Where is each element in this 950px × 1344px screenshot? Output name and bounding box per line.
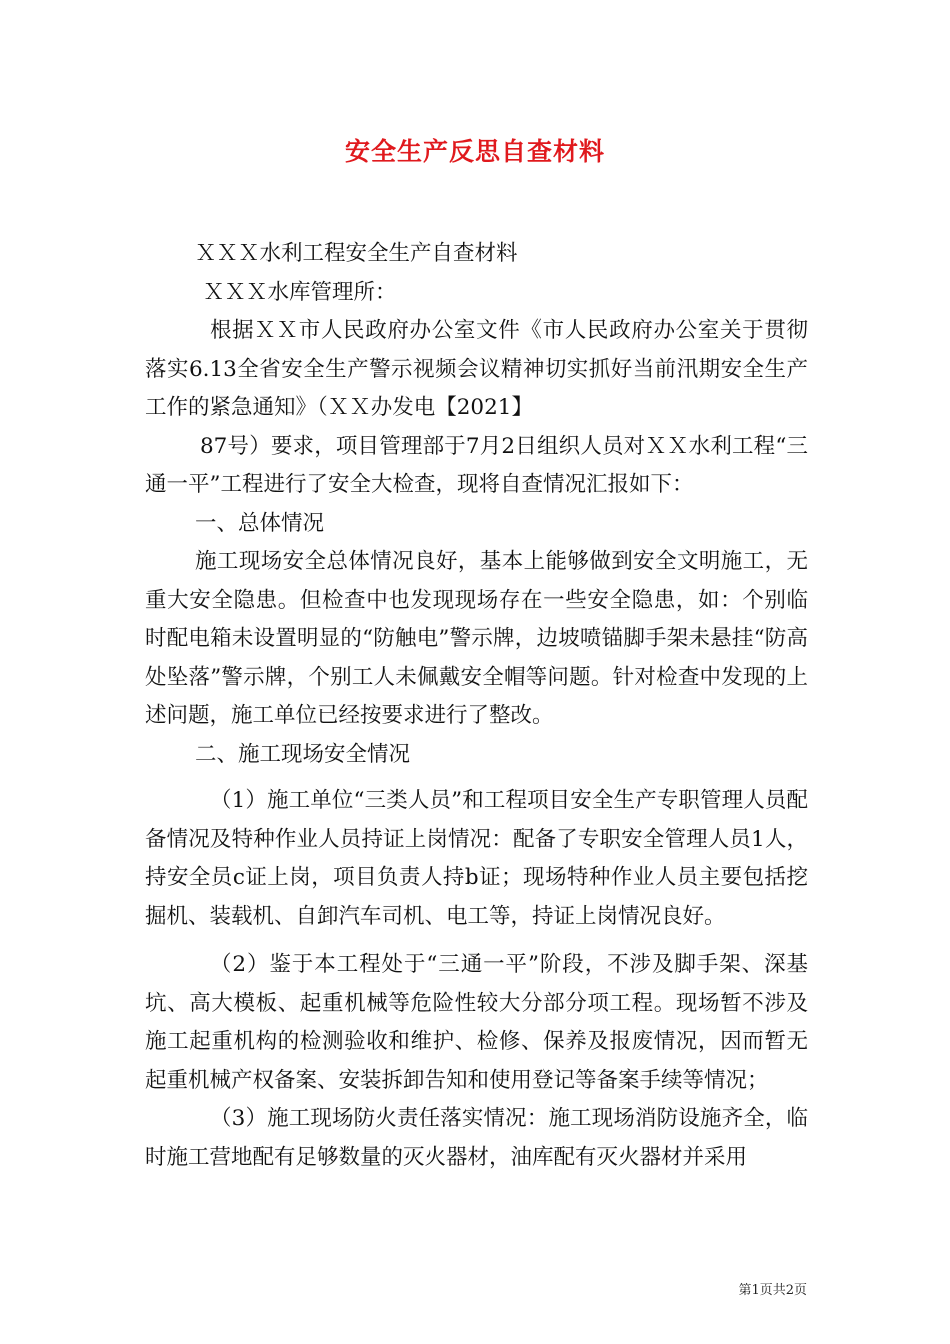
page-number: 第1页共2页	[738, 1283, 807, 1298]
paragraph-item-2: （2）鉴于本工程处于“三通一平”阶段，不涉及脚手架、深基坑、高大模板、起重机械等危险性较大分部分项工程。现场暂不涉及施工起重机构的检测验收和维护、检修、保养及报废情况，因而暂无起重机械产权备案、安装拆卸告知和使用登记等备案手续等情况；	[145, 952, 808, 1093]
paragraph-item-1: （1）施工单位“三类人员”和工程项目安全生产专职管理人员配备情况及特种作业人员持证上岗情况：配备了专职安全管理人员1人，持安全员c证上岗，项目负责人持b证；现场特种作业人员主要包括挖掘机、装载机、自卸汽车司机、电工等，持证上岗情况良好。	[145, 788, 808, 929]
section-heading-site-safety: 二、施工现场安全情况	[195, 741, 411, 767]
document-body	[145, 235, 808, 1177]
paragraph-basis: 根据ＸＸ市人民政府办公室文件《市人民政府办公室关于贯彻落实6.13全省安全生产警示视频会议精神切实抓好当前汛期安全生产工作的紧急通知》（ＸＸ办发电【2021】	[145, 318, 808, 420]
paragraph-overall: 施工现场安全总体情况良好，基本上能够做到安全文明施工，无重大安全隐患。但检查中也发现现场存在一些安全隐患，如：个别临时配电箱未设置明显的“防触电”警示牌，边坡喷锚脚手架未悬挂“防高处坠落”警示牌，个别工人未佩戴安全帽等问题。针对检查中发现的上述问题，施工单位已经按要求进行了整改。	[145, 549, 808, 728]
paragraph-item-3: （3）施工现场防火责任落实情况：施工现场消防设施齐全，临时施工营地配有足够数量的灭火器材，油库配有灭火器材并采用	[145, 1106, 808, 1170]
section-heading-overall: 一、总体情况	[195, 510, 325, 536]
paragraph-requirement: 87号）要求，项目管理部于7月2日组织人员对ＸＸ水利工程“三通一平”工程进行了安全大检查，现将自查情况汇报如下：	[145, 433, 808, 497]
paragraph-addressee: ＸＸＸ水库管理所：	[203, 279, 397, 305]
paragraph-heading: ＸＸＸ水利工程安全生产自查材料	[195, 241, 518, 266]
document-title: 安全生产反思自查材料	[344, 137, 605, 166]
